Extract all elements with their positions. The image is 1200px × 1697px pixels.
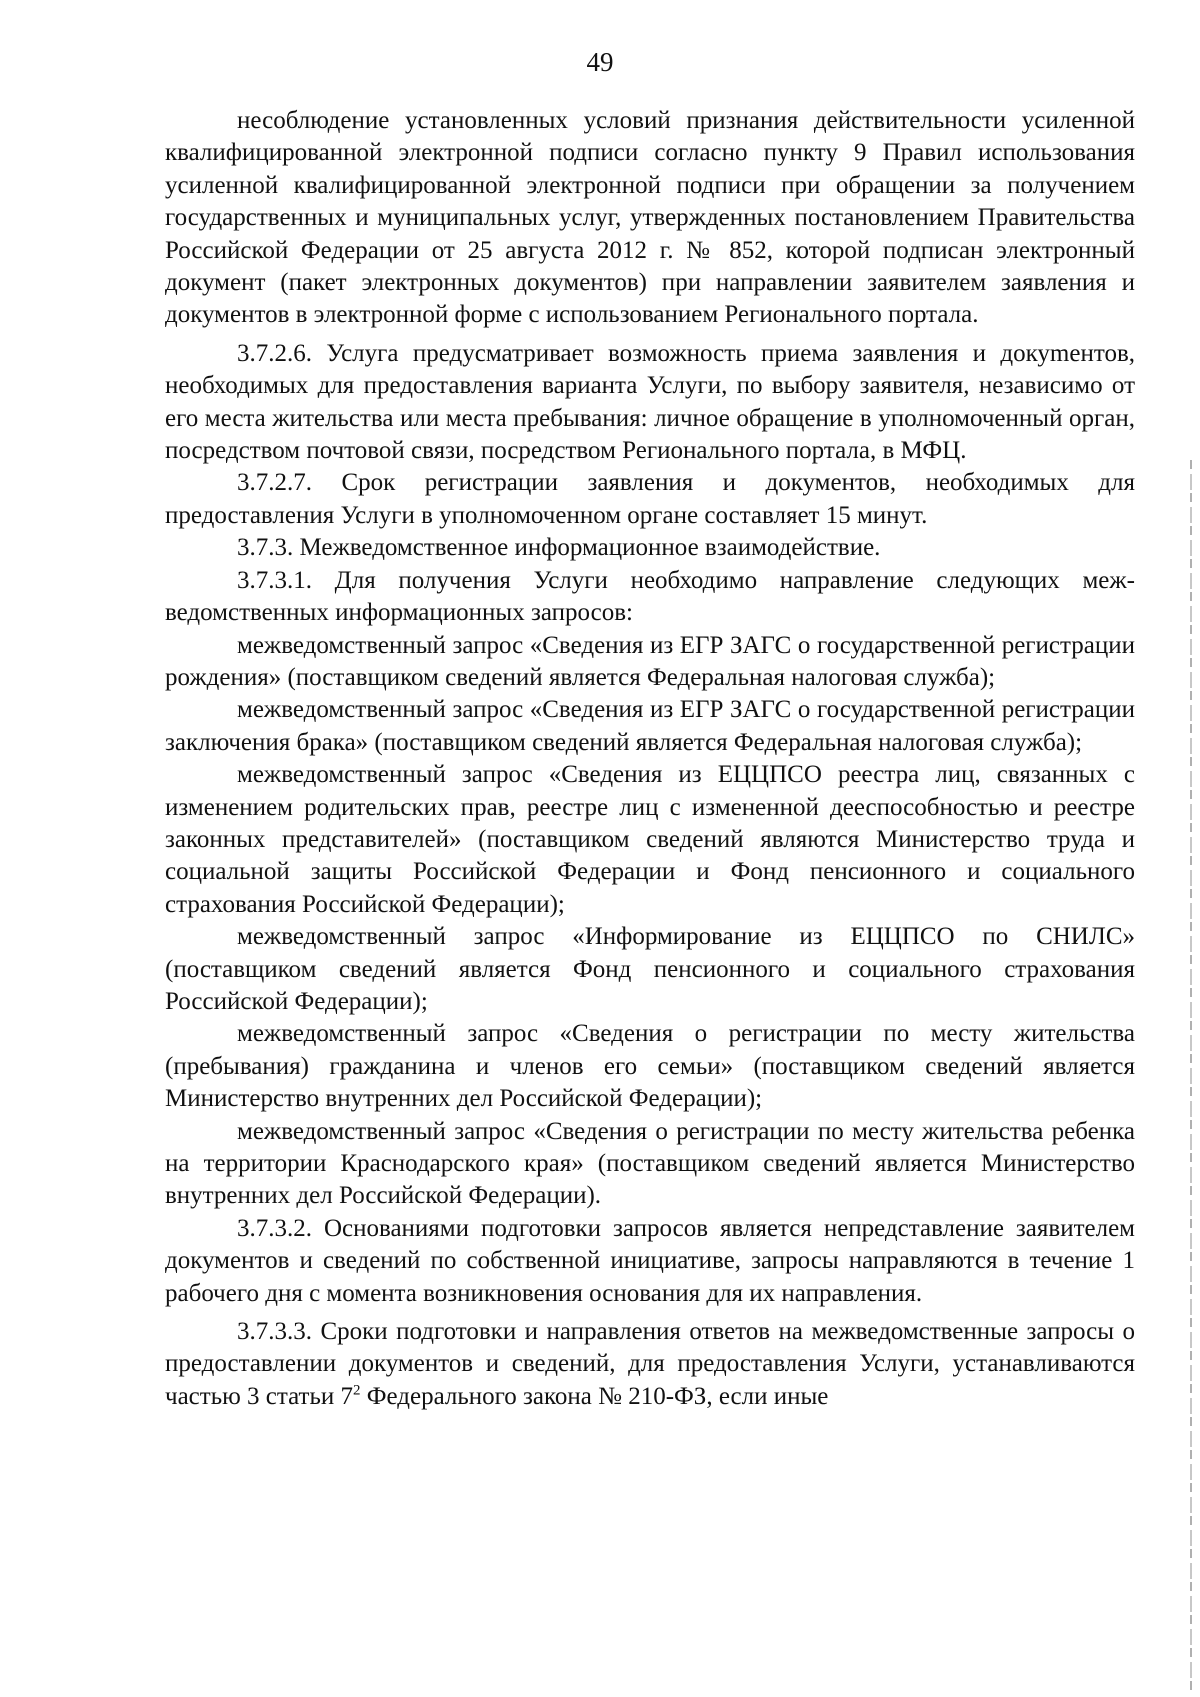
- list-item-request-snils: межведомственный запрос «Информирование из ЕЦЦПСО по СНИЛС» (поставщиком сведений является Фонд пенсионного и социального страхования Российской Федерации);: [165, 923, 1135, 1015]
- scan-edge-mark: [1190, 460, 1192, 1690]
- paragraph-3-7-3-3-text-before: 3.7.3.3. Сроки подготовки и направления ответов на межведомственные запросы о предоставлении документов и сведений, для предоставления Услуги, устанавливаются частью 3 статьи 7: [165, 1318, 1135, 1410]
- paragraph-3-7-3-3-text-after: Федерального закона № 210-ФЗ, если иные: [360, 1382, 829, 1410]
- paragraph-3-7-3-3-superscript: 2: [353, 1382, 361, 1399]
- paragraph-3-7-2-6: 3.7.2.6. Услуга предусматривает возможность приема заявления и докуmентов, необходимых для предоставления варианта Услуги, по выбору заявителя, независимо от его места жительства или места пребывания: личное обращение в уполномоченный орган, посредством почтовой связи, посредством Регионального портала, в МФЦ.: [165, 339, 1135, 465]
- paragraph-signature-conditions: несоблюдение установленных условий признания действительности усиленной квалифицированной электронной подписи согласно пункту 9 Правил использования усиленной квалифицированной электронной подписи при обращении за получением государственных и муниципальных услуг, утвержденных постановлением Правительства Российской Федерации от 25 августа 2012 г. № 852, которой подписан электронный документ (пакет электронных документов) при направлении заявителем заявления и документов в электронной форме с использованием Регионального портала.: [165, 107, 1135, 329]
- paragraph-3-7-3-2: 3.7.3.2. Основаниями подготовки запросов является непредставление заявителем документов и сведений по собственной инициативе, запросы направляются в течение 1 рабочего дня с момента возникновения основания для их направления.: [165, 1214, 1135, 1307]
- list-item-request-birth: межведомственный запрос «Сведения из ЕГР ЗАГС о государственной регистрации рождения» (поставщиком сведений является Федеральная налоговая служба);: [165, 631, 1135, 691]
- paragraph-3-7-3-1: 3.7.3.1. Для получения Услуги необходимо направление следующих межведомственных информационных запросов:: [165, 566, 1135, 627]
- list-item-request-marriage: межведомственный запрос «Сведения из ЕГР ЗАГС о государственной регистрации заключения брака» (поставщиком сведений является Федеральная налоговая служба);: [165, 696, 1135, 756]
- list-item-request-registration-family: межведомственный запрос «Сведения о регистрации по месту жительства (пребывания) гражданина и членов его семьи» (поставщиком сведений является Министерство внутренних дел Российской Федерации);: [165, 1020, 1135, 1113]
- paragraph-3-7-3-3: [165, 1316, 1135, 1413]
- document-body: [165, 105, 1135, 1413]
- list-item-request-parental-rights: межведомственный запрос «Сведения из ЕЦЦПСО реестра лиц, связанных с изменением родительских прав, реестре лиц с измененной дееспособностью и реестре законных представителей» (поставщиком сведений являются Министерство труда и социальной защиты Российской Федерации и Фонд пенсионного и социального страхования Российской Федерации);: [165, 761, 1135, 918]
- page-number: 49: [586, 47, 614, 77]
- paragraph-3-7-3: 3.7.3. Межведомственное информационное взаимодействие.: [237, 534, 881, 562]
- list-item-request-registration-child: межведомственный запрос «Сведения о регистрации по месту жительства ребенка на территории Краснодарского края» (поставщиком сведений является Министерство внутренних дел Российской Федерации).: [165, 1117, 1135, 1210]
- paragraph-3-7-2-7: 3.7.2.7. Срок регистрации заявления и документов, необходимых для предоставления Услуги в уполномоченном органе составляет 15 минут.: [165, 469, 1135, 529]
